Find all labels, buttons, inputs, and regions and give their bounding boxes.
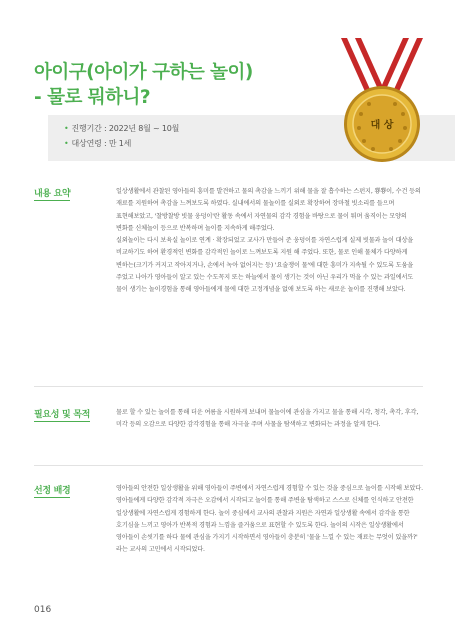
info-item-period: • 진행기간 : 2022년 8월 ~ 10월 (64, 124, 180, 133)
section-necessity (34, 407, 423, 432)
bullet-icon: • (64, 139, 69, 148)
section-body (116, 483, 423, 557)
paragraph: 실외놀이는 다시 보육실 놀이로 연계 · 확장되었고 교사가 만들어 준 웅덩이를 자연스럽게 실제 빗물과 놀이 대상을 비교하기도 하여 환경적인 변화를 감각적인 놀이로 느껴보도록 지원 해 주었다. 또한, 물로 인해 물체가 다양하게 변하는(크기가 커지고 작아지거나, 손에서 녹아 없어지는 등) '요술쟁이 물'에 대한 흥미가 지속될 수 있도록 도움을 주었고 나아가 영아들이 알고 있는 수도꼭지 또는 하늘에서 물이 생기는 것이 아닌 우리가 먹을 수 있는 과일에서도 물이 생기는 놀이경험을 통해 영아들에게 물에 대한 고정개념을 없애 보도록 하는 새로운 놀이를 진행해 보았다. (116, 237, 414, 294)
info-item-age: • 대상연령 : 만 1세 (64, 139, 132, 148)
title-line-2: - 물로 뭐하니? (34, 87, 151, 108)
section-summary (34, 186, 423, 297)
section-body (116, 186, 423, 297)
divider (34, 386, 423, 387)
paragraph: 일상생활에서 관찰된 영아들의 흥미를 발견하고 물의 촉감을 느끼기 위해 물을 잘 흡수하는 스펀지, 뿅뿅이, 수건 등의 재료를 지원하여 촉감을 느껴보도록 하였다. 실내에서의 물놀이를 실외로 확장하여 장마철 빗소리를 들으며 표현해보았고, '찰방찰방 빗물 웅덩이'란 활동 속에서 자연물의 감각 경험을 바탕으로 물이 튀며 움직이는 모양의 변화를 신체놀이 등으로 반복하며 놀이를 지속하게 해주었다. (116, 188, 421, 232)
section-label: 내용 요약 (34, 189, 71, 199)
section-label: 선정 배경 (34, 486, 71, 496)
page-number: 016 (34, 605, 52, 615)
paragraph: 물로 할 수 있는 놀이를 통해 더운 여름을 시원하게 보내며 물놀이에 관심을 가지고 물을 통해 시각, 청각, 촉각, 후각, 미각 등의 오감으로 다양한 감각경험을 통해 자극을 주며 사물을 탐색하고 변화되는 과정을 알게 한다. (116, 409, 419, 429)
section-body (116, 407, 423, 432)
title-line-1: 아이구(아이가 구하는 놀이) (34, 62, 253, 83)
section-label: 필요성 및 목적 (34, 410, 91, 420)
bullet-icon: • (64, 124, 69, 133)
page-title (34, 60, 334, 110)
section-background (34, 483, 423, 557)
paragraph: 영아들의 안전한 일상생활을 위해 영아들이 주변에서 자연스럽게 경험할 수 있는 것을 중심으로 놀이를 시작해 보았다. 영아들에게 다양한 감각적 자극은 오감에서 시작되고 놀이를 통해 주변을 탐색하고 스스로 신체를 인식하고 안전한 일상생활에 자연스럽게 경험하게 한다. 놀이 중심에서 교사의 관찰과 지원은 자연과 일상생활 속에서 감각을 통한 호기심을 느끼고 영아가 반복적 경험과 느낌을 즐거움으로 표현할 수 있도록 한다. 놀이의 시작은 일상생활에서 영아들이 손씻기를 하다 물에 관심을 가지기 시작하면서 영아들이 충분히 '물을 느낄 수 있는 재료는 무엇이 있을까?' 라는 교사의 고민에서 시작되었다. (116, 485, 423, 554)
grand-prize-medal-icon (337, 38, 427, 168)
divider (34, 465, 423, 466)
medal-label: 대 상 (370, 120, 394, 131)
